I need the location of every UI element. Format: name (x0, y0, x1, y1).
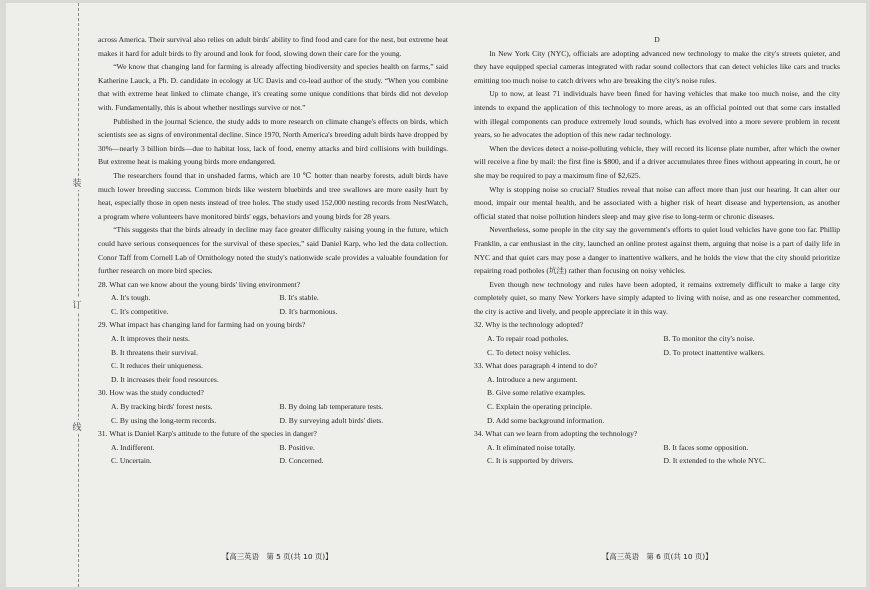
question-28: 28. What can we know about the young birds' living environment? (98, 279, 301, 289)
question-32-options (474, 332, 840, 359)
binding-mark-3: 线 (70, 420, 84, 434)
passage-paragraph: Why is stopping noise so crucial? Studies reveal that noise can affect more than just our hearing. It can alter our mood, impair our mental health, and be associated with a higher risk of heart disease and hypertension, as another official stated that noise pollution hinders sleep and may give rise to long-term or chronic diseases. (474, 184, 840, 221)
passage-paragraph: “We know that changing land for farming is already affecting biodiversity and species health on farms,” said Katherine Lauck, a Ph. D. candidate in ecology at UC Davis and co-lead author of the study. “When you combine that with extreme heat linked to climate change, it's creating some unique conditions that birds did not develop with. Fundamentally, this is about whether nestlings survive or not.” (98, 62, 448, 112)
option-d: D. By surveying adult birds' diets. (279, 415, 384, 425)
passage-paragraph: Published in the journal Science, the study adds to more research on climate change's effects on birds, which scientists see as signs of environmental decline. Since 1970, North America's breeding adult birds have dropped by 30%—nearly 3 billion birds—due to habitat loss, lack of food, enemy attacks and bird collisions with buildings. But extreme heat is making young birds more endangered. (98, 116, 448, 167)
option-d: D. It's harmonious. (279, 306, 338, 316)
passage-paragraph: In New York City (NYC), officials are adopting advanced new technology to make the city's streets quieter, and they have equipped special cameras integrated with radar sound collectors that can detect vehicles like cars and trucks emitting too much noise to catch drivers who are breaking the city's noise rules. (474, 48, 840, 85)
option-a: A. Introduce a new argument. (487, 374, 578, 384)
option-d: D. It increases their food resources. (111, 374, 219, 384)
question-33: 33. What does paragraph 4 intend to do? (474, 361, 598, 371)
option-c: C. It reduces their uniqueness. (111, 361, 203, 371)
option-d: D. Concerned. (279, 456, 324, 466)
option-c: C. To detect noisy vehicles. (487, 347, 571, 357)
passage-paragraph: The researchers found that in unshaded farms, which are 10 ℃ hotter than nearby forests, adult birds have much lower breeding success. Common birds like western bluebirds and tree swallows are more easily hurt by heat, especially those in open nests instead of tree holes. The study used 152,000 nesting records from NestWatch, a program where volunteers have monitored birds' eggs, behaviors and young birds for 28 years. (98, 170, 448, 221)
option-b: B. It faces some opposition. (663, 442, 749, 452)
option-b: B. Give some relative examples. (487, 388, 586, 398)
option-d: D. It extended to the whole NYC. (663, 456, 766, 466)
option-c: C. Explain the operating principle. (487, 402, 593, 412)
section-heading: D (654, 35, 660, 44)
option-a: A. By tracking birds' forest nests. (111, 402, 213, 412)
option-d: D. Add some background information. (487, 415, 605, 425)
question-31-options (98, 441, 448, 468)
option-c: C. Uncertain. (111, 456, 152, 466)
option-b: B. By doing lab temperature tests. (279, 402, 384, 412)
question-30-options (98, 400, 448, 427)
option-a: A. It improves their nests. (111, 334, 190, 344)
left-column (98, 33, 448, 468)
passage-paragraph: When the devices detect a noise-polluting vehicle, they will record its license plate number, after which the owner will receive a fine by mail: the first fine is $800, and if a driver accumulates three fines without appearing in court, he or she may be required to pay a maximum fine of $2,625. (474, 143, 840, 180)
question-29-options (98, 332, 448, 386)
option-a: A. Indifferent. (111, 442, 155, 452)
option-c: C. By using the long-term records. (111, 415, 217, 425)
option-a: A. It eliminated noise totally. (487, 442, 576, 452)
question-29: 29. What impact has changing land for farming had on young birds? (98, 320, 306, 330)
right-column (474, 33, 840, 468)
option-a: A. It's tough. (111, 293, 151, 303)
option-d: D. To protect inattentive walkers. (663, 347, 765, 357)
question-30: 30. How was the study conducted? (98, 388, 204, 398)
passage-paragraph: across America. Their survival also relies on adult birds' ability to find food and care for the nest, but extreme heat makes it hard for adult birds to fly around and look for food, slowing down their care for the young. (98, 35, 448, 58)
option-b: B. Positive. (279, 442, 315, 452)
option-b: B. It's stable. (279, 293, 319, 303)
binding-mark-2: 订 (70, 298, 84, 312)
option-b: B. It threatens their survival. (111, 347, 198, 357)
exam-sheet (6, 3, 866, 587)
passage-paragraph: “This suggests that the birds already in decline may face greater difficulty raising young in the future, which could have serious consequences for the survival of these species,” said Daniel Karp, who led the data collection. Conor Taff from Cornell Lab of Ornithology noted the study's nationwide scale provides a valuable foundation for further research on more bird species. (98, 225, 448, 276)
option-b: B. To monitor the city's noise. (663, 334, 755, 344)
question-31: 31. What is Daniel Karp's attitude to the future of the species in danger? (98, 429, 317, 439)
binding-line (78, 3, 79, 587)
question-32: 32. Why is the technology adopted? (474, 320, 584, 330)
option-a: A. To repair road potholes. (487, 334, 569, 344)
passage-paragraph: Nevertheless, some people in the city say the government's efforts to quiet loud vehicles have gone too far. Phillip Franklin, a car enthusiast in the city, launched an online protest against them, arguing that noise is a part of daily life in NYC and that quiet cars may pose a danger to inattentive walkers, and he holds the view that the city should prioritize repairing road potholes (坑洼) rather than focusing on noisy vehicles. (474, 225, 840, 276)
binding-mark-1: 装 (70, 176, 84, 190)
page-footer-right: 【高三英语 第 6 页(共 10 页)】 (602, 552, 713, 561)
passage-paragraph: Even though new technology and rules have been adopted, it remains extremely difficult to make a large city completely quiet, so many New Yorkers have simply adapted to living with noise, and as one researcher commented, the city is active and lively, and people appreciate it in this way. (474, 279, 840, 316)
question-34: 34. What can we learn from adopting the technology? (474, 429, 638, 439)
question-34-options (474, 441, 840, 468)
passage-paragraph: Up to now, at least 71 individuals have been fined for having vehicles that make too much noise, and the city intends to expand the application of this technology to more areas, as an official pointed out that some cars installed with illegal components can produce extremely loud sounds, which has evolved into a more severe problem in recent years, so he advocates the adoption of this new radar technology. (474, 89, 840, 140)
option-c: C. It is supported by drivers. (487, 456, 574, 466)
question-28-options (98, 291, 448, 318)
question-33-options (474, 373, 840, 427)
page-footer-left: 【高三英语 第 5 页(共 10 页)】 (222, 552, 333, 561)
option-c: C. It's competitive. (111, 306, 169, 316)
